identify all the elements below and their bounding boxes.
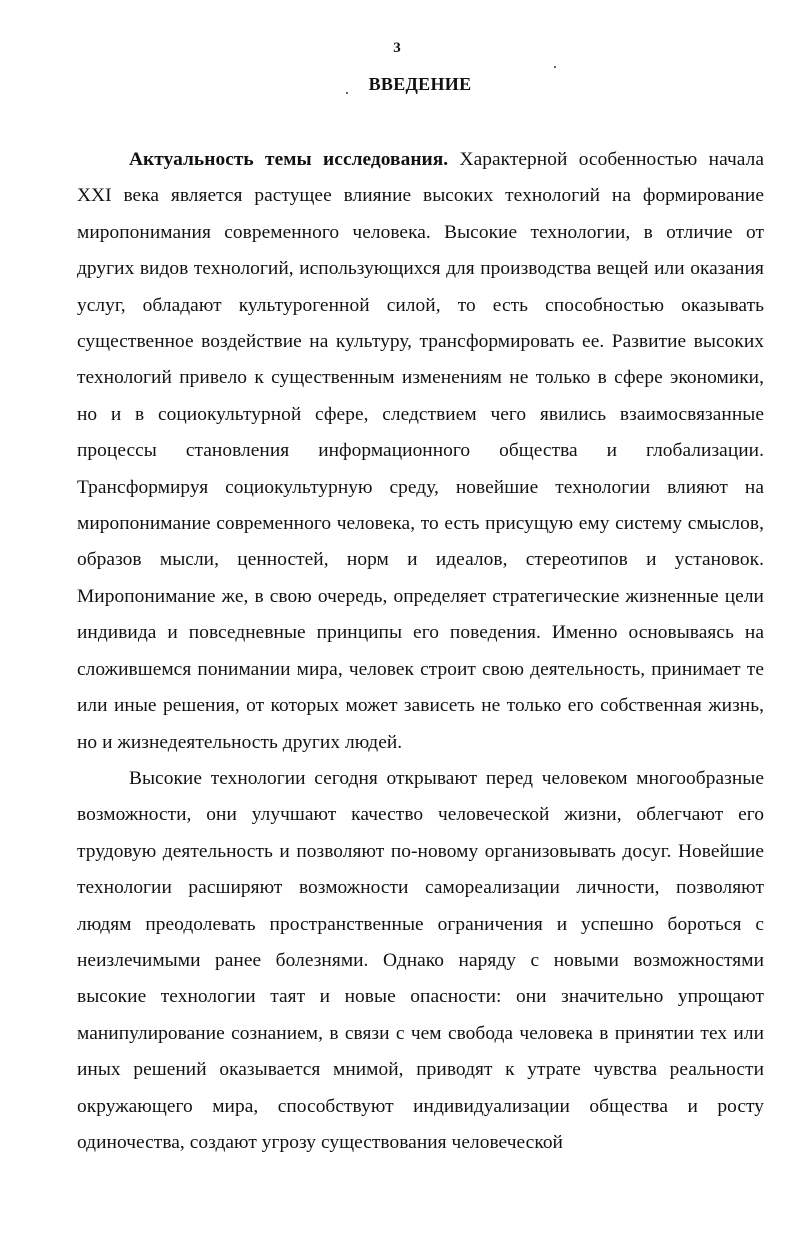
paragraph-relevance	[77, 142, 764, 761]
page-number: 3	[393, 40, 401, 56]
document-body	[77, 142, 764, 1161]
paragraph-lead: Актуальность темы исследования.	[129, 149, 449, 170]
scan-speck	[554, 66, 556, 68]
scan-speck	[346, 92, 348, 94]
paragraph-opportunities	[77, 761, 764, 1161]
page-heading: ВВЕДЕНИЕ	[368, 74, 472, 94]
paragraph-text: Характерной особенностью начала XXI века является растущее влияние высоких технологий на формирование миропонимания современного человека. Высокие технологии, в отличие от других видов технологий, использующихся для производства вещей или оказания услуг, обладают культурогенной силой, то есть способностью оказывать существенное воздействие на культуру, трансформировать ее. Развитие высоких технологий привело к существенным изменениям не только в сфере экономики, но и в социокультурной сфере, следствием чего явились взаимосвязанные процессы становления информационного общества и глобализации. Трансформируя социокультурную среду, новейшие технологии влияют на миропонимание современного человека, то есть присущую ему систему смыслов, образов мысли, ценностей, норм и идеалов, стереотипов и установок. Миропонимание же, в свою очередь, определяет стратегические жизненные цели индивида и повседневные принципы его поведения. Именно основываясь на сложившемся понимании мира, человек строит свою деятельность, принимает те или иные решения, от которых может зависеть не только его собственная жизнь, но и жизнедеятельность других людей.	[77, 149, 764, 753]
paragraph-text: Высокие технологии сегодня открывают перед человеком многообразные возможности, они улучшают качество человеческой жизни, облегчают его трудовую деятельность и позволяют по-новому организовывать досуг. Новейшие технологии расширяют возможности самореализации личности, позволяют людям преодолевать пространственные ограничения и успешно бороться с неизлечимыми ранее болезнями. Однако наряду с новыми возможностями высокие технологии таят и новые опасности: они значительно упрощают манипулирование сознанием, в связи с чем свобода человека в принятии тех или иных решений оказывается мнимой, приводят к утрате чувства реальности окружающего мира, способствуют индивидуализации общества и росту одиночества, создают угрозу существования человеческой	[77, 767, 764, 1153]
